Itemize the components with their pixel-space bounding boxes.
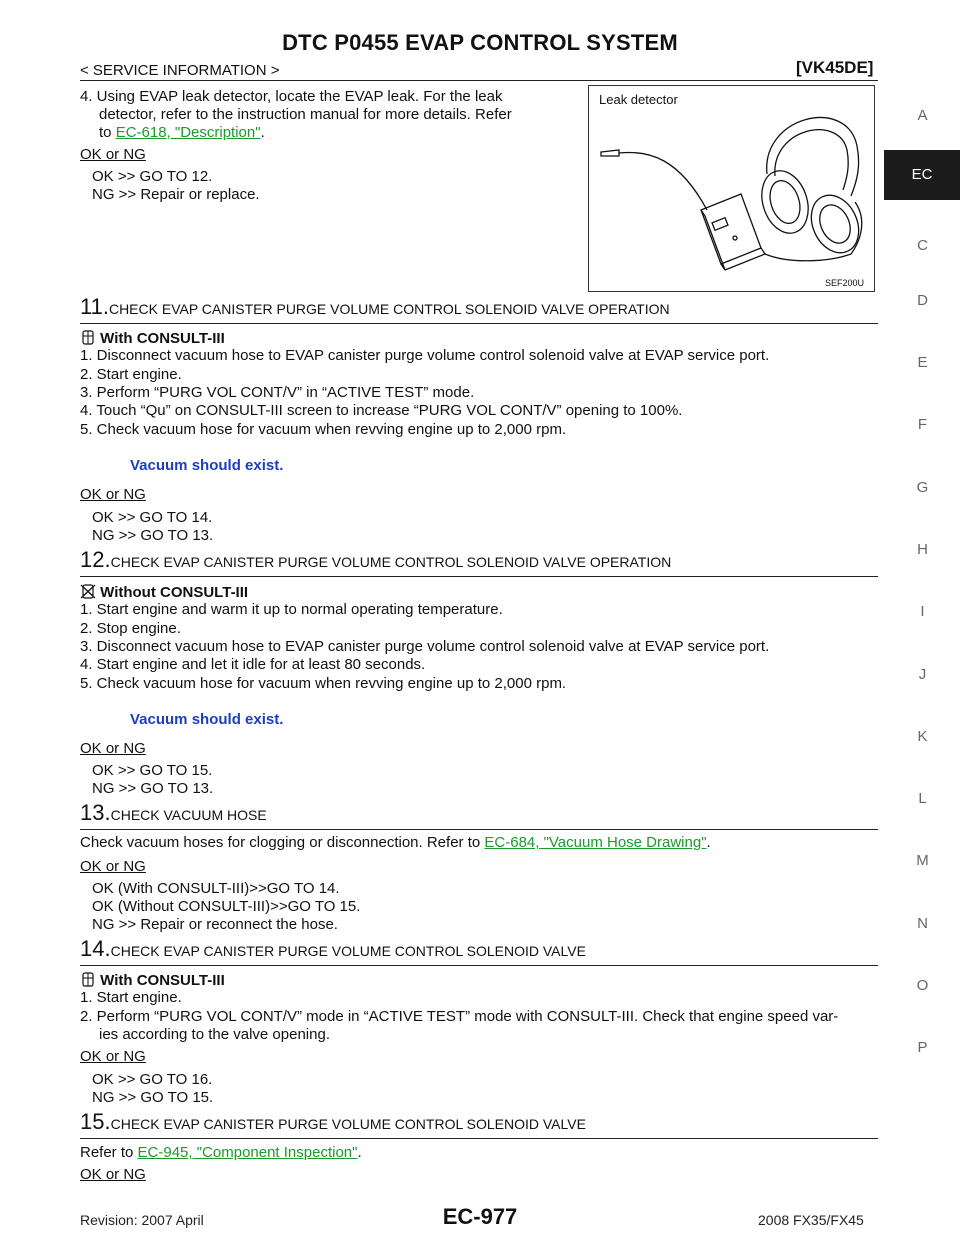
step-15-number: 15. [80, 1109, 111, 1134]
page-title: DTC P0455 EVAP CONTROL SYSTEM [282, 30, 678, 55]
item4-to: to [99, 124, 112, 141]
link-ec-684[interactable]: EC-684, "Vacuum Hose Drawing" [484, 834, 707, 851]
page-number: EC-977 [442, 1204, 518, 1229]
item4-end: . [260, 124, 265, 141]
side-index-g[interactable]: G [916, 479, 929, 496]
step-14-mode-label: With CONSULT-III [100, 972, 225, 989]
consult-tool-icon [80, 972, 96, 987]
item4-line1: 4. Using EVAP leak detector, locate the EVAP leak. For the leak [80, 88, 503, 105]
side-index-i[interactable]: I [920, 603, 925, 620]
step-15-text-body: Refer to [80, 1144, 134, 1161]
step-12-okng: OK or NG [80, 740, 146, 757]
step-12-ok: OK >> GO TO 15. [92, 762, 213, 779]
step-11-item-4: 4. Touch “Qu” on CONSULT-III screen to increase “PURG VOL CONT/V” opening to 100%. [80, 402, 683, 419]
side-index-j[interactable]: J [918, 666, 927, 683]
step-13-rule [80, 829, 878, 830]
step-13-okng: OK or NG [80, 858, 146, 875]
side-index-n[interactable]: N [917, 915, 928, 932]
side-index-o[interactable]: O [916, 977, 929, 994]
side-index-k[interactable]: K [917, 728, 928, 745]
step-12-item-4: 4. Start engine and let it idle for at least 80 seconds. [80, 656, 426, 673]
step-15-heading [80, 1109, 586, 1135]
step-11-item-5: 5. Check vacuum hose for vacuum when revving engine up to 2,000 rpm. [80, 421, 567, 438]
step-13-number: 13. [80, 800, 111, 825]
figure-label: Leak detector [599, 92, 678, 107]
link-ec-945[interactable]: EC-945, "Component Inspection" [137, 1144, 358, 1161]
step-13-ok2: OK (Without CONSULT-III)>>GO TO 15. [92, 898, 361, 915]
header-rule [80, 80, 878, 81]
step-11-title: CHECK EVAP CANISTER PURGE VOLUME CONTROL SOLENOID VALVE OPERATION [108, 301, 670, 317]
step-13-ng: NG >> Repair or reconnect the hose. [92, 916, 338, 933]
leak-detector-figure [588, 85, 875, 292]
step-14-item-2-line1: 2. Perform “PURG VOL CONT/V” mode in “ACTIVE TEST” mode with CONSULT-III. Check that engine speed var- [80, 1008, 839, 1025]
step-11-spec: Vacuum should exist. [130, 457, 284, 474]
step-11-okng: OK or NG [80, 486, 146, 503]
step-14-mode [80, 972, 225, 990]
side-index-a[interactable]: A [917, 107, 928, 124]
step-15-text [80, 1144, 362, 1162]
revision-label: Revision: 2007 April [80, 1212, 204, 1228]
engine-label: [VK45DE] [796, 58, 874, 77]
step-11-mode-label: With CONSULT-III [100, 330, 225, 347]
side-index-m[interactable]: M [916, 852, 929, 869]
step-13-heading [80, 800, 267, 826]
item4-line3 [99, 124, 265, 142]
side-index-c[interactable]: C [917, 237, 928, 254]
link-ec-618[interactable]: EC-618, "Description" [115, 124, 261, 141]
step-13-text-body: Check vacuum hoses for clogging or disconnection. Refer to [80, 834, 481, 851]
step-13-text-end: . [706, 834, 711, 851]
step-12-item-5: 5. Check vacuum hose for vacuum when revving engine up to 2,000 rpm. [80, 675, 567, 692]
model-label: 2008 FX35/FX45 [758, 1212, 864, 1228]
step-14-number: 14. [80, 936, 111, 961]
side-index-p[interactable]: P [917, 1039, 928, 1056]
step-11-item-1: 1. Disconnect vacuum hose to EVAP canister purge volume control solenoid valve at EVAP service port. [80, 347, 770, 364]
item4-line2: detector, refer to the instruction manual for more details. Refer [99, 106, 512, 123]
okng-label: OK or NG [80, 146, 146, 163]
step-12-ng: NG >> GO TO 13. [92, 780, 214, 797]
side-index-e[interactable]: E [917, 354, 928, 371]
step-11-rule [80, 323, 878, 324]
step-12-number: 12. [80, 547, 111, 572]
side-index-h[interactable]: H [917, 541, 928, 558]
step-11-item-3: 3. Perform “PURG VOL CONT/V” in “ACTIVE TEST” mode. [80, 384, 475, 401]
step-12-heading [80, 547, 671, 573]
step-15-okng: OK or NG [80, 1166, 146, 1183]
step-14-item-1: 1. Start engine. [80, 989, 182, 1006]
leak-detector-icon [589, 86, 874, 291]
side-index-ec[interactable]: EC [884, 150, 960, 200]
section-label: < SERVICE INFORMATION > [80, 62, 280, 79]
step-15-title: CHECK EVAP CANISTER PURGE VOLUME CONTROL SOLENOID VALVE [110, 1116, 586, 1132]
step-13-ok1: OK (With CONSULT-III)>>GO TO 14. [92, 880, 340, 897]
side-index-l[interactable]: L [918, 790, 927, 807]
step-12-mode [80, 584, 248, 602]
ok-result: OK >> GO TO 12. [92, 168, 213, 185]
step-14-rule [80, 965, 878, 966]
ng-result: NG >> Repair or replace. [92, 186, 260, 203]
step-15-rule [80, 1138, 878, 1139]
step-11-ok: OK >> GO TO 14. [92, 509, 213, 526]
step-14-ok: OK >> GO TO 16. [92, 1071, 213, 1088]
step-13-text [80, 834, 711, 852]
step-12-title: CHECK EVAP CANISTER PURGE VOLUME CONTROL SOLENOID VALVE OPERATION [110, 554, 672, 570]
step-12-item-3: 3. Disconnect vacuum hose to EVAP canister purge volume control solenoid valve at EVAP service port. [80, 638, 770, 655]
step-14-item-2-line2: ies according to the valve opening. [99, 1026, 330, 1043]
step-12-rule [80, 576, 878, 577]
step-11-heading [80, 294, 670, 320]
no-tool-icon [80, 584, 96, 599]
step-13-title: CHECK VACUUM HOSE [110, 807, 267, 823]
side-index-f[interactable]: F [917, 416, 928, 433]
side-index-d[interactable]: D [917, 292, 928, 309]
step-14-heading [80, 936, 586, 962]
step-11-mode [80, 330, 225, 348]
step-15-text-end: . [357, 1144, 362, 1161]
step-12-item-1: 1. Start engine and warm it up to normal operating temperature. [80, 601, 503, 618]
step-11-item-2: 2. Start engine. [80, 366, 182, 383]
figure-code: SEF200U [825, 278, 865, 288]
consult-tool-icon [80, 330, 96, 345]
step-12-mode-label: Without CONSULT-III [100, 584, 249, 601]
step-14-okng: OK or NG [80, 1048, 146, 1065]
step-12-spec: Vacuum should exist. [130, 711, 284, 728]
step-11-number: 11. [80, 294, 109, 319]
step-12-item-2: 2. Stop engine. [80, 620, 181, 637]
step-14-title: CHECK EVAP CANISTER PURGE VOLUME CONTROL SOLENOID VALVE [110, 943, 586, 959]
step-11-ng: NG >> GO TO 13. [92, 527, 214, 544]
step-14-ng: NG >> GO TO 15. [92, 1089, 214, 1106]
